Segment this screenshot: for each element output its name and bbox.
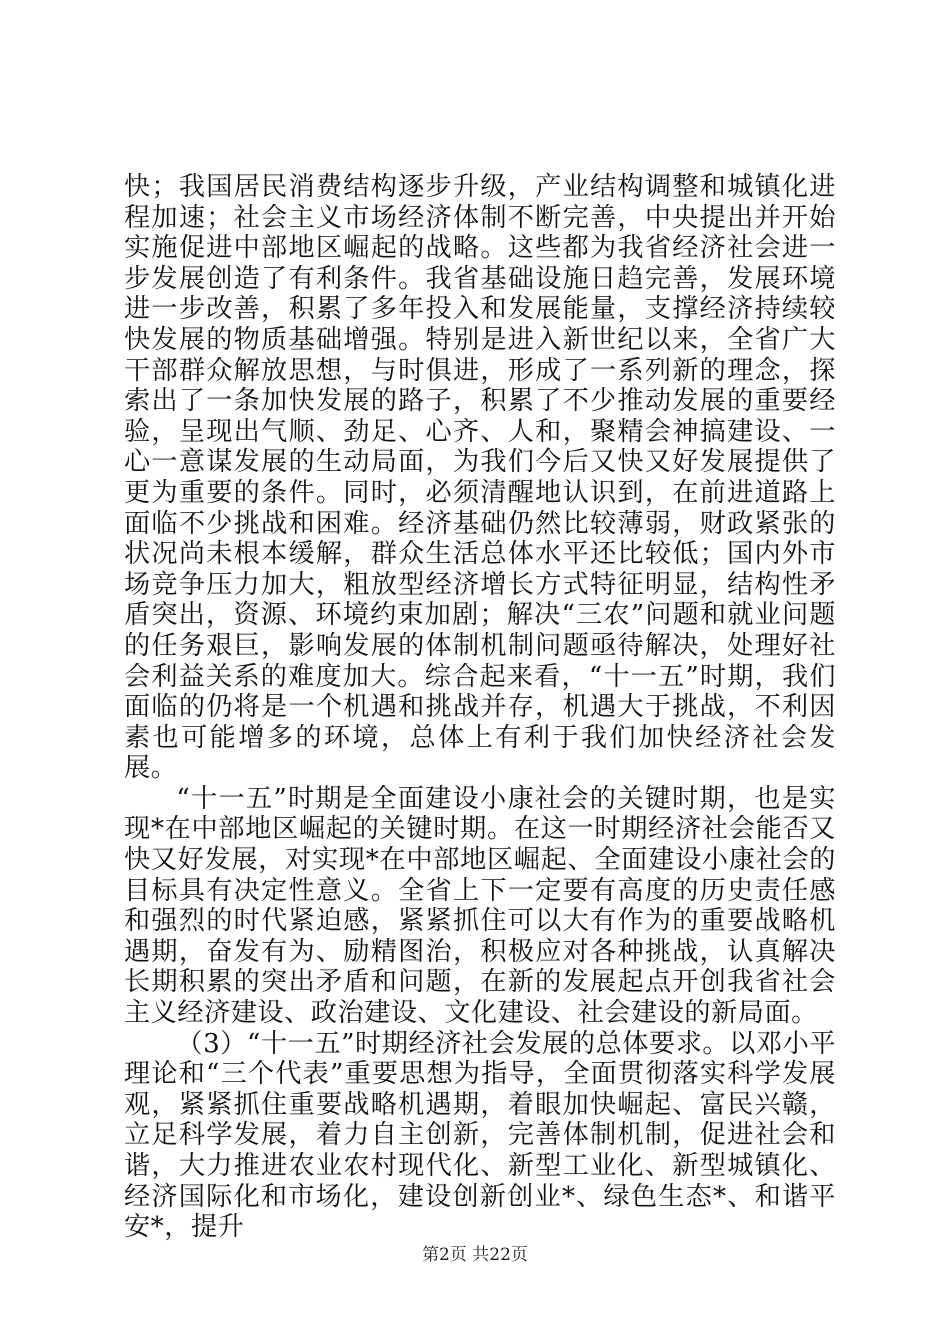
page-number-footer: 第2页 共22页 — [422, 1245, 528, 1265]
paragraph-overall-requirements: （3）“十一五”时期经济社会发展的总体要求。以邓小平理论和“三个代表”重要思想为指导，全面贯彻落实科学发展观，紧紧抓住重要战略机遇期，着眼加快崛起、富民兴赣，立足科学发展，着力自主创新，完善体制机制，促进社会和谐，大力推进农业农村现代化、新型工业化、新型城镇化、经济国际化和市场化，建设创新创业*、绿色生态*、和谐平安*，提升 — [124, 1028, 836, 1243]
paragraph-continued: 快；我国居民消费结构逐步升级，产业结构调整和城镇化进程加速；社会主义市场经济体制不断完善，中央提出并开始实施促进中部地区崛起的战略。这些都为我省经济社会进一步发展创造了有利条件。我省基础设施日趋完善，发展环境进一步改善，积累了多年投入和发展能量，支撑经济持续较快发展的物质基础增强。特别是进入新世纪以来，全省广大干部群众解放思想，与时俱进，形成了一系列新的理念，探索出了一条加快发展的路子，积累了不少推动发展的重要经验，呈现出气顺、劲足、心齐、人和，聚精会神搞建设、一心一意谋发展的生动局面，为我们今后又快又好发展提供了更为重要的条件。同时，必须清醒地认识到，在前进道路上面临不少挑战和困难。经济基础仍然比较薄弱，财政紧张的状况尚未根本缓解，群众生活总体水平还比较低；国内外市场竞争压力加大，粗放型经济增长方式特征明显，结构性矛盾突出，资源、环境约束加剧；解决“三农”问题和就业问题的任务艰巨，影响发展的体制机制问题亟待解决，处理好社会利益关系的难度加大。综合起来看，“十一五”时期，我们面临的仍将是一个机遇和挑战并存，机遇大于挑战，不利因素也可能增多的环境，总体上有利于我们加快经济社会发展。 — [124, 172, 836, 784]
document-body — [124, 172, 836, 1243]
paragraph-shiyiwu-key-period: “十一五”时期是全面建设小康社会的关键时期，也是实现*在中部地区崛起的关键时期。在这一时期经济社会能否又快又好发展，对实现*在中部地区崛起、全面建设小康社会的目标具有决定性意义。全省上下一定要有高度的历史责任感和强烈的时代紧迫感，紧紧抓住可以大有作为的重要战略机遇期，奋发有为、励精图治，积极应对各种挑战，认真解决长期积累的突出矛盾和问题，在新的发展起点开创我省社会主义经济建设、政治建设、文化建设、社会建设的新局面。 — [124, 783, 836, 1029]
